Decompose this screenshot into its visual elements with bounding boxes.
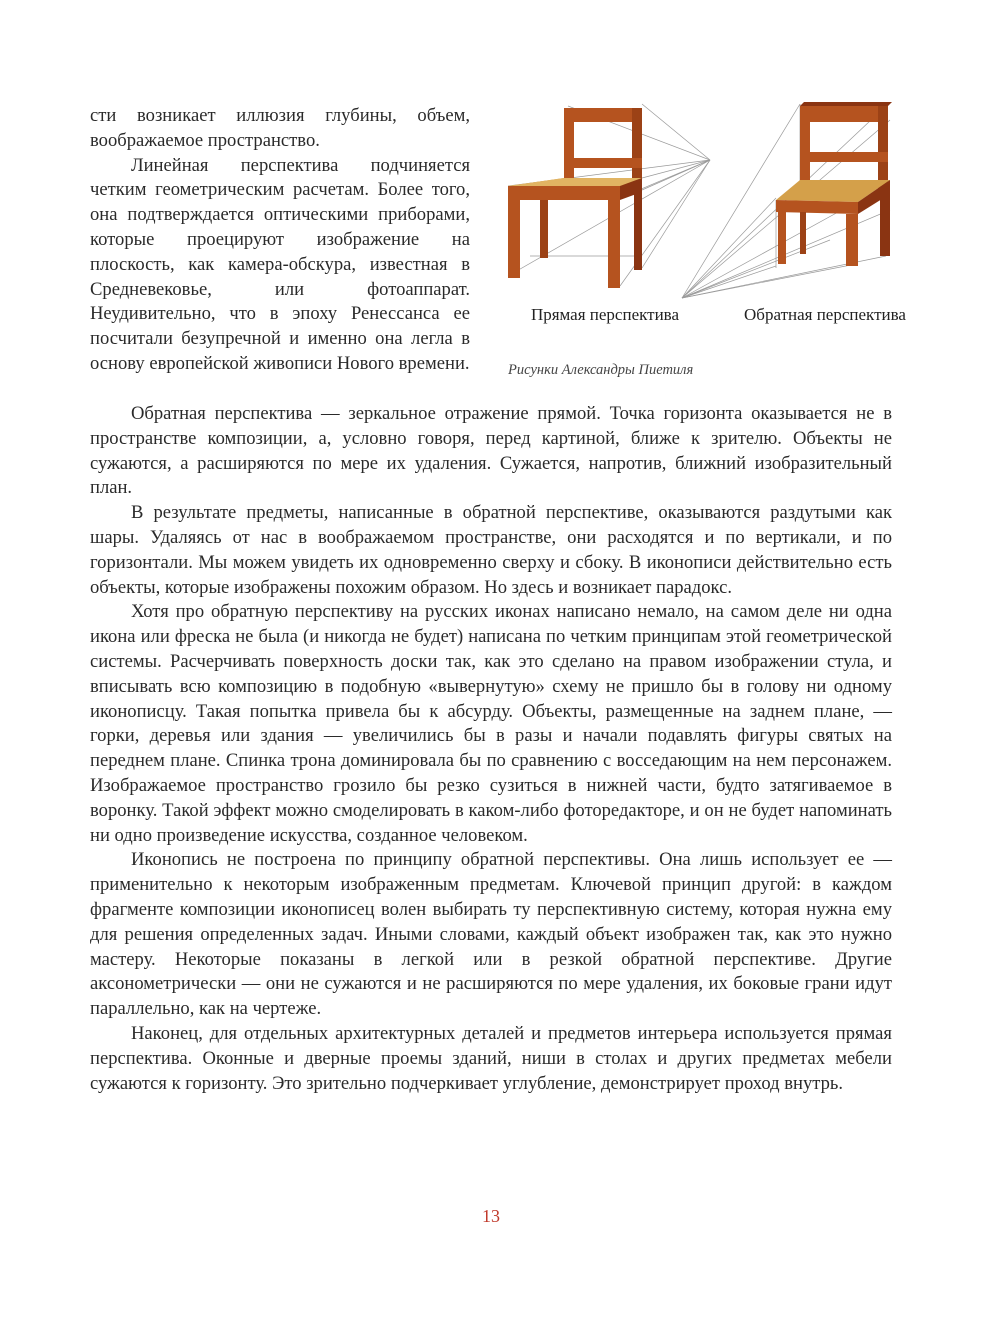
- paragraph: Наконец, для отдельных архитектурных деталей и предметов интерьера используется прямая перспектива. Оконные и дверные проемы зданий, ниши в столах и других предметах мебели сужаются к горизонту. Это зрительно подчеркивает углубление, демонстрирует проход внутрь.: [90, 1022, 892, 1094]
- illustration-credit: Рисунки Александры Пиетиля: [508, 362, 694, 378]
- paragraph: сти возникает иллюзия глубины, объем, воображаемое пространство.: [90, 105, 470, 151]
- paragraph: Линейная перспектива подчиняется четким геометрическим расчетам. Более того, она подтверждается оптическими приборами, которые проецируют изображение на плоскость, как камера-обскура, известная в Средневековье, или фотоаппарат. Неудивительно, что в эпоху Ренессанса ее посчитали безупречной и именно она легла в основу европейской живописи Нового времени.: [90, 154, 470, 374]
- paragraph: В результате предметы, написанные в обратной перспективе, оказываются раздутыми как шары. Удаляясь от нас в воображаемом пространстве, они расходятся и по вертикали, и по горизонтали. Мы можем увидеть их одновременно сверху и сбоку. В иконописи действительно есть объекты, которые изображены похожим образом. Но здесь и возникает парадокс.: [90, 502, 892, 598]
- chair-illustrations: [500, 100, 900, 300]
- paragraph: Хотя про обратную перспективу на русских иконах написано немало, на самом деле ни одна икона или фреска не была (и никогда не будет) написана по четким принципам этой геометрической системы. Расчерчивать поверхность доски так, как это сделано на правом изображении стула, и вписывать всю композицию в подобную «вывернутую» схему не пришло бы в голову ни одному иконописцу. Такая попытка привела бы к абсурду. Объекты, размещенные на заднем плане, — горки, деревья или здания — увеличились бы в разы и начали подавлять фигуры святых на переднем плане. Спинка трона доминировала бы по сравнению с восседающим на нем персонажем. Изображаемое пространство грозило бы резко сузиться в нижней части, будто затягиваемое в воронку. Такой эффект можно смоделировать в каком-либо фоторедакторе, и он не будет напоминать ни одно произведение искусства, созданное человеком.: [90, 601, 892, 846]
- reverse-perspective-caption: Обратная перспектива: [744, 305, 906, 324]
- paragraph: Обратная перспектива — зеркальное отражение прямой. Точка горизонта оказывается не в пространстве композиции, а, условно говоря, перед картиной, ближе к зрителю. Объекты не сужаются, а расширяются по мере их удаления. Сужается, напротив, ближний изобразительный план.: [90, 403, 892, 499]
- main-text-column: [90, 402, 892, 1096]
- reverse-perspective-chair: [682, 102, 892, 298]
- page-number: 13: [482, 1206, 500, 1226]
- chair-perspective-figure: [500, 100, 906, 390]
- direct-perspective-caption: Прямая перспектива: [530, 305, 680, 324]
- top-text-column: [90, 104, 470, 377]
- paragraph: Иконопись не построена по принципу обратной перспективы. Она лишь использует ее — применительно к некоторым изображенным предметам. Ключевой принцип другой: в каждом фрагменте композиции иконописец волен выбирать ту перспективную систему, которая нужна ему для решения определенных задач. Иными словами, каждый объект изображен так, как это нужно мастеру. Некоторые показаны в легкой или в резкой обратной перспективе. Другие аксонометрически — они не сужаются и не расширяются по мере удаления, их боковые грани идут параллельно, как на чертеже.: [90, 849, 892, 1020]
- direct-perspective-chair: [508, 104, 710, 288]
